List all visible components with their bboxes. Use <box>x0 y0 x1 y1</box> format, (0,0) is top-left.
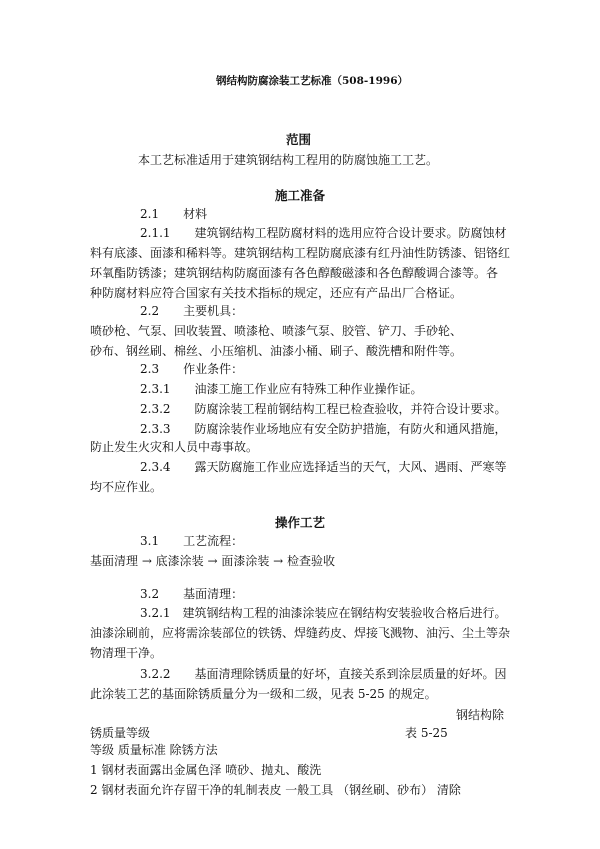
paragraph-line: 防止发生火灾和人员中毒事故。 <box>90 440 259 454</box>
paragraph-line: 2.3.3 防腐涂装作业场地应有安全防护措施，有防火和通风措施， <box>140 422 507 436</box>
paragraph-line: 2.3.4 露天防腐施工作业应选择适当的天气，大风、遇雨、严寒等 <box>140 460 507 474</box>
paragraph-line: 砂布、钢丝刷、棉丝、小压缩机、油漆小桶、刷子、酸洗槽和附件等。 <box>90 344 463 358</box>
paragraph-line: 2.3.1 油漆工施工作业应有特殊工种作业操作证。 <box>140 382 423 396</box>
subsection-heading: 2.3 作业条件： <box>140 362 244 376</box>
table-caption-right: 钢结构除 <box>456 708 505 722</box>
section-heading-scope: 范围 <box>286 132 312 147</box>
paragraph-line: 环氧酯防锈漆；建筑钢结构防腐面漆有各色醇酸磁漆和各色醇酸调合漆等。各 <box>90 266 499 280</box>
paragraph-line: 此涂装工艺的基面除锈质量分为一级和二级，见表 5-25 的规定。 <box>90 687 437 701</box>
subsection-heading: 3.2 基面清理： <box>140 587 244 601</box>
section-heading-operation: 操作工艺 <box>275 515 326 530</box>
subsection-heading: 3.1 工艺流程： <box>140 534 244 548</box>
paragraph-line: 3.2.2 基面清理除锈质量的好坏，直接关系到涂层质量的好坏。因 <box>140 667 507 681</box>
subsection-heading: 2.2 主要机具： <box>140 304 244 318</box>
paragraph-line: 料有底漆、面漆和稀料等。建筑钢结构工程防腐底漆有红丹油性防锈漆、铝铬红 <box>90 246 511 260</box>
table-caption-left: 锈质量等级 <box>90 726 151 740</box>
table-header: 等级 质量标准 除锈方法 <box>90 743 218 757</box>
paragraph-line: 3.2.1 建筑钢结构工程的油漆涂装应在钢结构安装验收合格后进行。 <box>140 606 507 620</box>
paragraph-line: 均不应作业。 <box>90 480 163 494</box>
paragraph-line: 2.3.2 防腐涂装工程前钢结构工程已检查验收，并符合设计要求。 <box>140 402 507 416</box>
paragraph-line: 种防腐材料应符合国家有关技术指标的规定，还应有产品出厂合格证。 <box>90 286 463 300</box>
table-row: 1 钢材表面露出金属色泽 喷砂、抛丸、酸洗 <box>90 763 322 777</box>
document-title: 钢结构防腐涂装工艺标准（508-1996） <box>216 75 408 87</box>
paragraph-line: 喷砂枪、气泵、回收装置、喷漆枪、喷漆气泵、胶管、铲刀、手砂轮、 <box>90 324 463 338</box>
process-flow: 基面清理 → 底漆涂装 → 面漆涂装 → 检查验收 <box>90 554 336 568</box>
subsection-heading: 2.1 材料 <box>140 207 208 221</box>
section-heading-preparation: 施工准备 <box>275 188 326 203</box>
paragraph-line: 物清理干净。 <box>90 646 163 660</box>
paragraph: 本工艺标准适用于建筑钢结构工程用的防腐蚀施工工艺。 <box>138 153 439 167</box>
paragraph-line: 2.1.1 建筑钢结构工程防腐材料的选用应符合设计要求。防腐蚀材 <box>140 226 507 240</box>
table-row: 2 钢材表面允许存留干净的轧制表皮 一般工具 （钢丝刷、砂布） 清除 <box>90 783 461 797</box>
paragraph-line: 油漆涂刷前，应将需涂装部位的铁锈、焊缝药皮、焊接飞溅物、油污、尘土等杂 <box>90 626 511 640</box>
table-number: 表 5-25 <box>405 726 448 740</box>
